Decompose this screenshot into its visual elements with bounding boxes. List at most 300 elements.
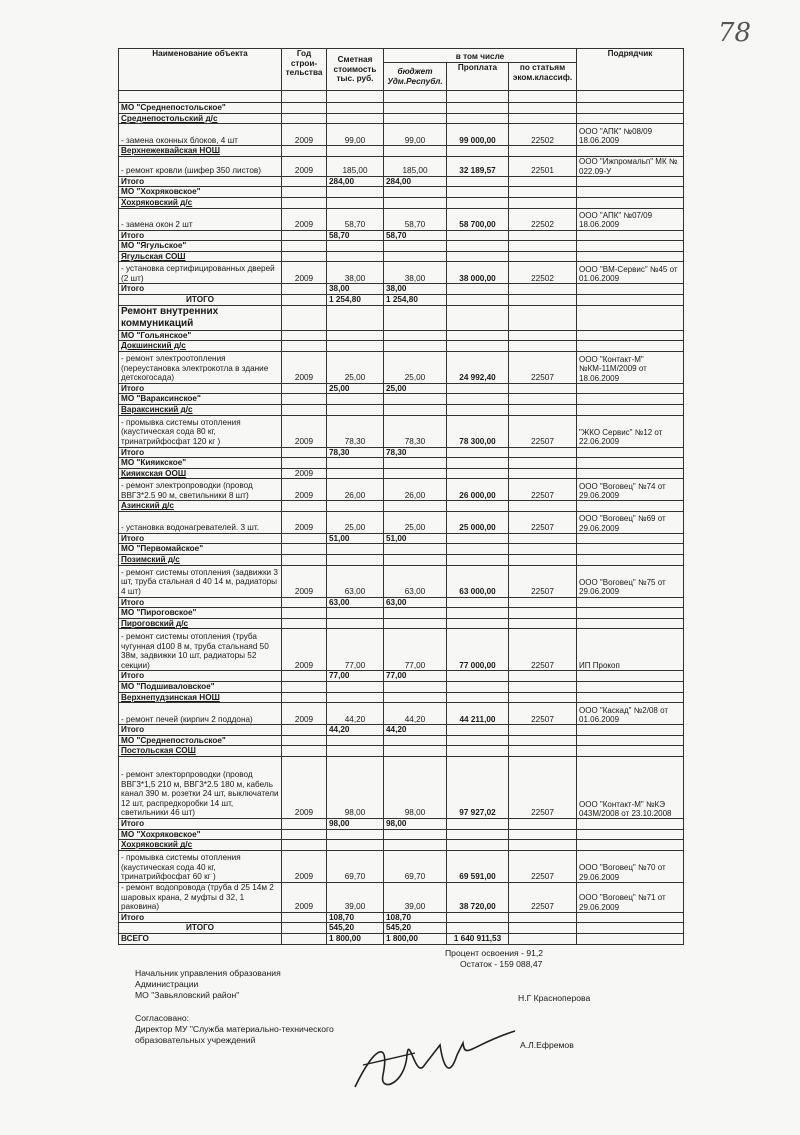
cell-contractor: [577, 597, 684, 608]
table-row-group: [119, 394, 684, 405]
director-name: А.Л.Ефремов: [520, 1040, 574, 1050]
cell-budget: 25,00: [384, 383, 447, 394]
cell-contractor: [577, 394, 684, 405]
cell-cost: 99,00: [327, 124, 384, 146]
cell-contractor: ООО "Воговец" №74 от 29.06.2009: [577, 479, 684, 501]
cell-year: [282, 735, 327, 746]
cell-code: 22507: [509, 882, 577, 912]
cell-name: - промывка системы отопления (каустическая сода 40 кг, тринатрийфосфат 60 кг ): [119, 850, 282, 882]
table-row-work: [119, 479, 684, 501]
cell-year: 2009: [282, 757, 327, 819]
cell-name: Постольская СОШ: [119, 746, 282, 757]
cell-budget: 77,00: [384, 671, 447, 682]
table-row-object: [119, 251, 684, 262]
cell-code: 22507: [509, 629, 577, 671]
cell-cost: 78,30: [327, 447, 384, 458]
table-row-total: [119, 447, 684, 458]
cell-name: Итого: [119, 671, 282, 682]
cell-year: [282, 501, 327, 512]
remainder-line: Остаток - 159 088,47: [460, 959, 543, 969]
cell-budget: 63,00: [384, 565, 447, 597]
cell-name: - замена окон 2 шт: [119, 208, 282, 230]
cell-budget: [384, 840, 447, 851]
cell-name: МО "Гольянское": [119, 330, 282, 341]
cell-cost: 108,70: [327, 912, 384, 923]
cell-paid: [447, 113, 509, 124]
cell-year: [282, 103, 327, 114]
cell-code: [509, 404, 577, 415]
cell-name: Итого: [119, 912, 282, 923]
cell-paid: 38 000,00: [447, 262, 509, 284]
cell-cost: [327, 458, 384, 469]
cell-year: 2009: [282, 156, 327, 176]
cell-budget: 26,00: [384, 479, 447, 501]
cell-year: [282, 146, 327, 157]
table-row-object: [119, 746, 684, 757]
cell-cost: 44,20: [327, 703, 384, 725]
table-row-group: [119, 187, 684, 198]
cell-budget: [384, 735, 447, 746]
cell-code: [509, 671, 577, 682]
cell-name: Позимский д/с: [119, 555, 282, 566]
table-row-work: [119, 850, 684, 882]
cell-cost: [327, 187, 384, 198]
cell-code: [509, 341, 577, 352]
table-row-total: [119, 533, 684, 544]
cell-cost: 44,20: [327, 725, 384, 736]
cell-name: - ремонт электроотопления (переустановка электрокотла в здание детскогосада): [119, 351, 282, 383]
cell-budget: 25,00: [384, 351, 447, 383]
cell-name: ИТОГО: [119, 294, 282, 305]
cell-year: [282, 618, 327, 629]
cell-budget: [384, 692, 447, 703]
cell-budget: [384, 682, 447, 693]
cell-budget: 108,70: [384, 912, 447, 923]
cell-budget: [384, 91, 447, 103]
cell-year: [282, 394, 327, 405]
table-row-total: [119, 819, 684, 830]
cell-paid: 58 700,00: [447, 208, 509, 230]
cell-contractor: [577, 819, 684, 830]
cell-name: Итого: [119, 597, 282, 608]
cell-cost: [327, 735, 384, 746]
cell-contractor: [577, 725, 684, 736]
table-row-total: [119, 912, 684, 923]
cell-year: [282, 555, 327, 566]
cell-name: Итого: [119, 447, 282, 458]
cell-code: [509, 544, 577, 555]
cell-budget: 44,20: [384, 725, 447, 736]
cell-cost: [327, 555, 384, 566]
cell-budget: [384, 197, 447, 208]
cell-budget: [384, 555, 447, 566]
cell-name: МО "Хохряковское": [119, 187, 282, 198]
cell-budget: 185,00: [384, 156, 447, 176]
cell-year: [282, 692, 327, 703]
cell-code: [509, 608, 577, 619]
cell-paid: [447, 91, 509, 103]
table-row-group: [119, 103, 684, 114]
cell-contractor: [577, 840, 684, 851]
cell-cost: 63,00: [327, 597, 384, 608]
cell-name: - ремонт печей (кирпич 2 поддона): [119, 703, 282, 725]
cell-budget: [384, 618, 447, 629]
cell-name: - промывка системы отопления (каустическая сода 80 кг, тринатрийфосфат 120 кг ): [119, 415, 282, 447]
cell-contractor: [577, 608, 684, 619]
cell-contractor: [577, 468, 684, 479]
table-row-work: [119, 262, 684, 284]
cell-name: Хохряковский д/с: [119, 840, 282, 851]
cell-year: 2009: [282, 882, 327, 912]
cell-contractor: [577, 671, 684, 682]
cell-name: Докшинский д/с: [119, 341, 282, 352]
cell-paid: [447, 671, 509, 682]
cell-budget: [384, 458, 447, 469]
cell-paid: [447, 840, 509, 851]
cell-code: 22501: [509, 156, 577, 176]
cell-contractor: [577, 146, 684, 157]
cell-paid: [447, 597, 509, 608]
cell-year: [282, 113, 327, 124]
cell-code: 22507: [509, 511, 577, 533]
repair-table: [118, 48, 684, 945]
table-body: [119, 91, 684, 945]
cell-year: [282, 544, 327, 555]
cell-contractor: [577, 176, 684, 187]
cell-budget: [384, 829, 447, 840]
cell-code: 22502: [509, 262, 577, 284]
cell-contractor: ООО "АПК" №08/09 18.06.2009: [577, 124, 684, 146]
header-budget: бюджет Удм.Республ.: [384, 63, 447, 91]
cell-cost: 25,00: [327, 351, 384, 383]
cell-code: [509, 241, 577, 252]
cell-code: [509, 294, 577, 305]
cell-cost: [327, 618, 384, 629]
cell-code: [509, 187, 577, 198]
table-row-section: [119, 305, 684, 330]
cell-name: МО "Первомайское": [119, 544, 282, 555]
cell-paid: [447, 176, 509, 187]
table-row-object: [119, 618, 684, 629]
cell-paid: [447, 284, 509, 295]
cell-name: МО "Ягульское": [119, 241, 282, 252]
cell-budget: 98,00: [384, 757, 447, 819]
cell-year: [282, 746, 327, 757]
cell-paid: 24 992,40: [447, 351, 509, 383]
cell-paid: [447, 241, 509, 252]
cell-name: Итого: [119, 176, 282, 187]
cell-code: [509, 597, 577, 608]
cell-cost: 38,00: [327, 284, 384, 295]
cell-paid: 78 300,00: [447, 415, 509, 447]
cell-cost: [327, 404, 384, 415]
cell-paid: [447, 230, 509, 241]
header-codes: по статьям эком.классиф.: [509, 63, 577, 91]
cell-paid: [447, 394, 509, 405]
cell-contractor: ООО "Воговец" №70 от 29.06.2009: [577, 850, 684, 882]
table-row-grand: [119, 294, 684, 305]
cell-code: [509, 383, 577, 394]
cell-cost: [327, 682, 384, 693]
cell-year: 2009: [282, 208, 327, 230]
cell-name: МО "Пироговское": [119, 608, 282, 619]
cell-contractor: [577, 746, 684, 757]
cell-budget: [384, 746, 447, 757]
cell-code: 22502: [509, 208, 577, 230]
cell-year: 2009: [282, 124, 327, 146]
table-row-all: [119, 933, 684, 944]
table-row-group: [119, 608, 684, 619]
cell-budget: [384, 305, 447, 330]
cell-contractor: [577, 330, 684, 341]
cell-cost: [327, 468, 384, 479]
cell-paid: [447, 458, 509, 469]
cell-paid: 63 000,00: [447, 565, 509, 597]
cell-cost: 58,70: [327, 208, 384, 230]
cell-contractor: [577, 230, 684, 241]
cell-year: [282, 682, 327, 693]
table-row-group: [119, 544, 684, 555]
cell-year: [282, 284, 327, 295]
cell-code: [509, 725, 577, 736]
cell-name: - установка водонагревателей. 3 шт.: [119, 511, 282, 533]
table-row-object: [119, 840, 684, 851]
header-cost: Сметная стоимость тыс. руб.: [327, 49, 384, 91]
cell-year: 2009: [282, 351, 327, 383]
cell-code: 22507: [509, 565, 577, 597]
cell-code: [509, 735, 577, 746]
table-row-object: [119, 113, 684, 124]
cell-cost: [327, 91, 384, 103]
cell-year: [282, 933, 327, 944]
cell-contractor: [577, 458, 684, 469]
cell-budget: 284,00: [384, 176, 447, 187]
cell-budget: [384, 544, 447, 555]
cell-cost: 69,70: [327, 850, 384, 882]
table-row-object: [119, 197, 684, 208]
cell-paid: 99 000,00: [447, 124, 509, 146]
table-row-work: [119, 124, 684, 146]
signature-image: [345, 1025, 525, 1100]
cell-paid: [447, 294, 509, 305]
cell-code: 22507: [509, 703, 577, 725]
cell-code: [509, 468, 577, 479]
head-line-1: Начальник управления образования: [135, 968, 281, 978]
cell-paid: [447, 618, 509, 629]
cell-year: [282, 230, 327, 241]
cell-name: Среднепостольский д/с: [119, 113, 282, 124]
cell-name: [119, 91, 282, 103]
table-row-object: [119, 555, 684, 566]
cell-contractor: [577, 544, 684, 555]
cell-name: Верхнепудзинская НОШ: [119, 692, 282, 703]
cell-paid: [447, 501, 509, 512]
cell-cost: [327, 608, 384, 619]
cell-name: - замена оконных блоков, 4 шт: [119, 124, 282, 146]
cell-paid: 38 720,00: [447, 882, 509, 912]
cell-year: 2009: [282, 415, 327, 447]
cell-contractor: ООО "Воговец" №71 от 29.06.2009: [577, 882, 684, 912]
cell-year: [282, 383, 327, 394]
cell-year: 2009: [282, 479, 327, 501]
head-name: Н.Г Красноперова: [518, 993, 591, 1003]
cell-cost: 25,00: [327, 511, 384, 533]
table-row-work: [119, 156, 684, 176]
percent-line: Процент освоения - 91,2: [445, 948, 544, 958]
cell-contractor: [577, 829, 684, 840]
cell-contractor: [577, 682, 684, 693]
cell-contractor: [577, 91, 684, 103]
cell-name: ИТОГО: [119, 923, 282, 934]
cell-paid: [447, 829, 509, 840]
cell-name: Итого: [119, 819, 282, 830]
cell-budget: [384, 394, 447, 405]
cell-budget: [384, 241, 447, 252]
cell-code: 22507: [509, 351, 577, 383]
cell-cost: [327, 829, 384, 840]
cell-year: 2009: [282, 850, 327, 882]
cell-budget: 63,00: [384, 597, 447, 608]
cell-code: [509, 458, 577, 469]
cell-contractor: [577, 187, 684, 198]
cell-name: Верхнежеквайская НОШ: [119, 146, 282, 157]
cell-contractor: ООО "Контакт-М" №КМ-11М/2009 от 18.06.2009: [577, 351, 684, 383]
cell-code: [509, 692, 577, 703]
cell-contractor: [577, 501, 684, 512]
cell-paid: [447, 341, 509, 352]
cell-name: МО "Вараксинское": [119, 394, 282, 405]
cell-cost: 98,00: [327, 757, 384, 819]
cell-paid: [447, 146, 509, 157]
cell-year: [282, 187, 327, 198]
cell-code: [509, 197, 577, 208]
table-row-total: [119, 725, 684, 736]
cell-code: [509, 618, 577, 629]
cell-cost: 185,00: [327, 156, 384, 176]
cell-cost: [327, 746, 384, 757]
cell-paid: [447, 305, 509, 330]
cell-paid: 44 211,00: [447, 703, 509, 725]
cell-year: [282, 912, 327, 923]
table-row-total: [119, 284, 684, 295]
cell-contractor: [577, 113, 684, 124]
table-row-object: [119, 692, 684, 703]
cell-year: 2009: [282, 262, 327, 284]
cell-contractor: [577, 735, 684, 746]
cell-code: [509, 819, 577, 830]
cell-budget: 51,00: [384, 533, 447, 544]
director-line-1: Директор МУ "Служба материально-технического: [135, 1024, 334, 1034]
cell-year: [282, 251, 327, 262]
table-row-group: [119, 682, 684, 693]
cell-budget: 77,00: [384, 629, 447, 671]
cell-budget: 545,20: [384, 923, 447, 934]
cell-contractor: ООО "Каскад" №2/08 от 01.06.2009: [577, 703, 684, 725]
cell-cost: [327, 305, 384, 330]
cell-paid: [447, 692, 509, 703]
table-row-blank: [119, 91, 684, 103]
cell-paid: [447, 682, 509, 693]
cell-code: [509, 682, 577, 693]
cell-cost: [327, 840, 384, 851]
cell-name: МО "Подшиваловское": [119, 682, 282, 693]
cell-cost: [327, 394, 384, 405]
cell-cost: 1 254,80: [327, 294, 384, 305]
cell-cost: [327, 103, 384, 114]
cell-code: 22507: [509, 850, 577, 882]
cell-code: [509, 394, 577, 405]
cell-name: Итого: [119, 284, 282, 295]
table-row-object: [119, 501, 684, 512]
cell-budget: 1 254,80: [384, 294, 447, 305]
cell-code: [509, 305, 577, 330]
table-row-group: [119, 330, 684, 341]
cell-code: 22507: [509, 479, 577, 501]
cell-year: [282, 197, 327, 208]
cell-paid: [447, 819, 509, 830]
cell-cost: 58,70: [327, 230, 384, 241]
table-row-total: [119, 176, 684, 187]
cell-name: Ремонт внутренних коммуникаций: [119, 305, 282, 330]
cell-paid: 97 927,02: [447, 757, 509, 819]
cell-year: [282, 597, 327, 608]
cell-paid: [447, 544, 509, 555]
table-row-work: [119, 351, 684, 383]
header-year: Год строи-тельства: [282, 49, 327, 91]
cell-name: МО "Среднепостольское": [119, 735, 282, 746]
cell-code: [509, 923, 577, 934]
cell-name: Азинский д/с: [119, 501, 282, 512]
cell-code: [509, 447, 577, 458]
table-row-total: [119, 671, 684, 682]
table-row-work: [119, 415, 684, 447]
cell-cost: [327, 330, 384, 341]
cell-paid: [447, 923, 509, 934]
cell-year: [282, 341, 327, 352]
cell-code: 22507: [509, 757, 577, 819]
header-incl: в том числе: [384, 49, 577, 63]
cell-paid: [447, 912, 509, 923]
cell-code: [509, 330, 577, 341]
cell-paid: [447, 447, 509, 458]
cell-paid: 32 189,57: [447, 156, 509, 176]
cell-year: [282, 404, 327, 415]
cell-contractor: [577, 103, 684, 114]
cell-cost: 25,00: [327, 383, 384, 394]
cell-budget: [384, 501, 447, 512]
cell-cost: [327, 241, 384, 252]
cell-code: [509, 746, 577, 757]
cell-paid: [447, 103, 509, 114]
cell-name: МО "Среднепостольское": [119, 103, 282, 114]
table-row-work: [119, 629, 684, 671]
cell-cost: 39,00: [327, 882, 384, 912]
cell-code: [509, 912, 577, 923]
cell-contractor: [577, 305, 684, 330]
cell-contractor: [577, 555, 684, 566]
cell-cost: 78,30: [327, 415, 384, 447]
cell-year: [282, 305, 327, 330]
agreed-label: Согласовано:: [135, 1013, 190, 1023]
table-row-group: [119, 735, 684, 746]
cell-budget: 58,70: [384, 208, 447, 230]
cell-contractor: ИП Прокоп: [577, 629, 684, 671]
table-row-work: [119, 565, 684, 597]
cell-paid: [447, 608, 509, 619]
cell-cost: [327, 544, 384, 555]
table-row-group: [119, 458, 684, 469]
cell-paid: [447, 251, 509, 262]
